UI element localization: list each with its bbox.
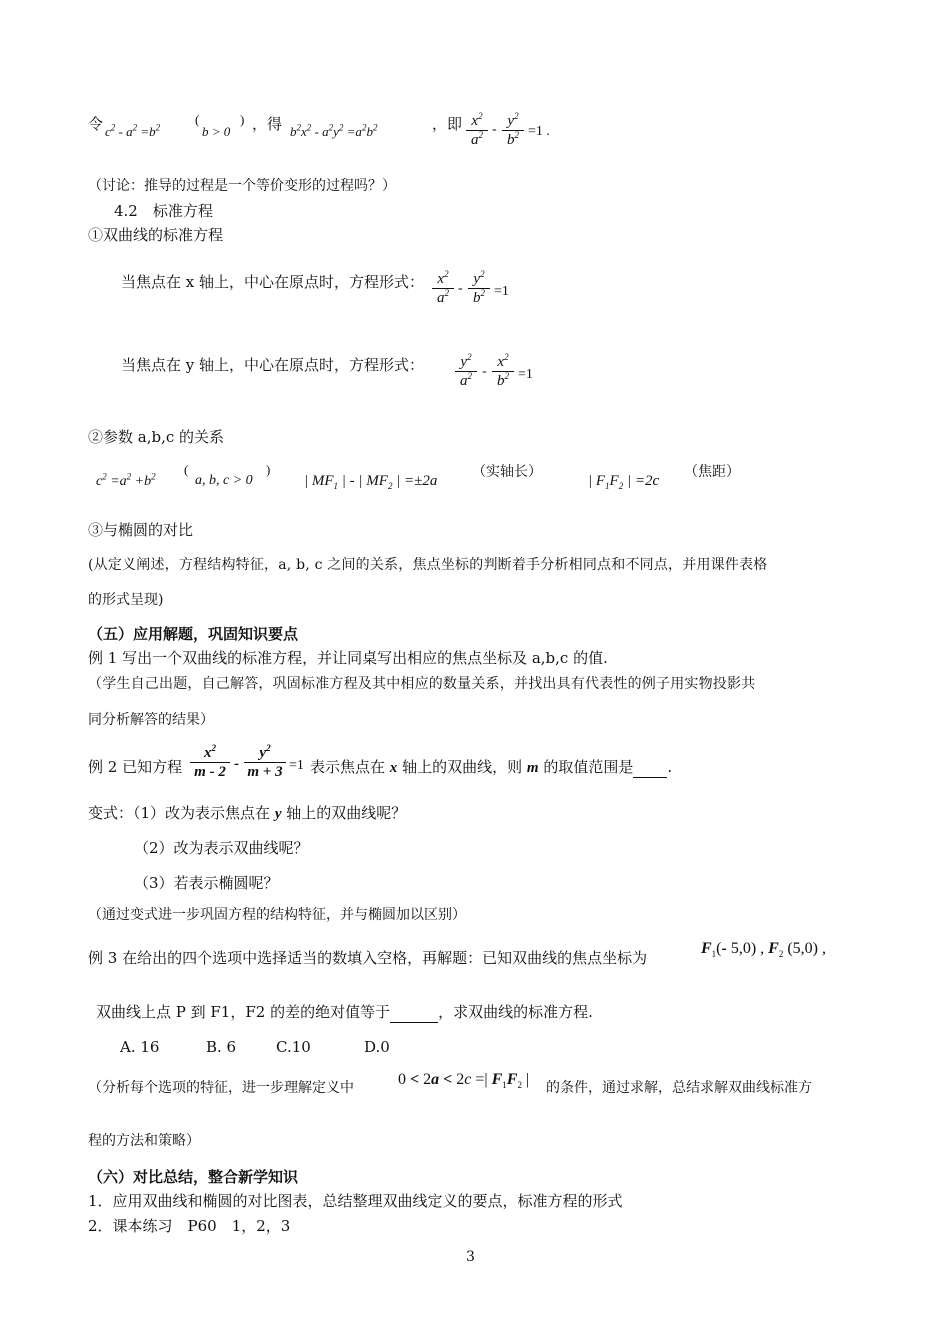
y-axis-case-text: 当焦点在 y 轴上，中心在原点时，方程形式： xyxy=(121,356,425,374)
minus-sign: - xyxy=(234,756,239,772)
equals-one: =1 xyxy=(518,367,533,382)
discussion-note: （讨论：推导的过程是一个等价变形的过程吗？） xyxy=(88,178,396,194)
example-1: 例 1 写出一个双曲线的标准方程，并让同桌写出相应的焦点坐标及 a,b,c 的值. xyxy=(88,649,608,667)
option-b: B. 6 xyxy=(206,1038,237,1056)
option-d: D.0 xyxy=(364,1038,390,1056)
frac-y2-b2: $y^2$ $b^2$ xyxy=(502,112,524,149)
section-6-heading: （六）对比总结，整合新学知识 xyxy=(88,1168,299,1186)
section-5-heading: （五）应用解题，巩固知识要点 xyxy=(88,625,299,643)
paren-open: ( xyxy=(184,462,189,477)
paren-close: ) xyxy=(266,462,271,477)
text-ling: 令 xyxy=(88,115,104,133)
section-4-2-heading: 4.2 标准方程 xyxy=(114,202,213,220)
example-2-prefix: 例 2 已知方程 xyxy=(88,758,183,776)
formula-c2-a2-b2: $c^2 - a^2 =b^2$ xyxy=(105,122,161,139)
example-1-note-line2: 同分析解答的结果） xyxy=(88,712,214,728)
frac-x2-m-minus-2: $x^2$ m - 2 xyxy=(190,744,230,781)
example-3: 例 3 在给出的四个选项中选择适当的数填入空格，再解题：已知双曲线的焦点坐标为 xyxy=(88,949,648,967)
minus-sign: - xyxy=(492,122,497,137)
variation-2: （2）改为表示双曲线呢？ xyxy=(134,839,309,857)
formula-c2-eq-a2-plus-b2: $c^2 =a^2 +b^2$ xyxy=(96,471,156,489)
param-relation-title: ②参数 a,b,c 的关系 xyxy=(88,428,225,446)
frac-x2-a2: $x^2$ $a^2$ xyxy=(466,112,488,149)
paren-open: ( xyxy=(195,112,200,127)
formula-0-2a-2c: 0 < 2a < 2c =| $F_1F_2$ | xyxy=(398,1071,530,1091)
summary-item-2: 2．课本练习 P60 1，2，3 xyxy=(88,1217,291,1235)
formula-mf1-mf2: | $MF_1$ | - | $MF_2$ | =±2a xyxy=(304,473,438,491)
analysis-line2: 程的方法和策略） xyxy=(88,1133,200,1149)
paren-close: ) xyxy=(240,112,245,127)
analysis-suffix: 的条件，通过求解，总结求解双曲线标准方 xyxy=(546,1080,812,1096)
focal-distance-label: （焦距） xyxy=(684,464,740,480)
page-number: 3 xyxy=(466,1249,475,1265)
comparison-note-line1: (从定义阐述，方程结构特征，a, b, c 之间的关系，焦点坐标的判断着手分析相同点和不同点，并用课件表格 xyxy=(88,557,768,573)
frac-y2-b2-std: $y^2$ $b^2$ xyxy=(468,270,490,307)
comparison-note-line2: 的形式呈现) xyxy=(88,592,164,608)
option-c: C.10 xyxy=(276,1038,311,1056)
example-3-line2: 双曲线上点 P 到 F1，F2 的差的绝对值等于 ，求双曲线的标准方程. xyxy=(96,1003,593,1021)
frac-y2-a2-std: $y^2$ $a^2$ xyxy=(455,353,477,390)
frac-y2-m-plus-3: $y^2$ m + 3 xyxy=(244,744,286,781)
variation-3: （3）若表示椭圆呢？ xyxy=(134,874,279,892)
condition-abc-positive: a, b, c > 0 xyxy=(195,473,253,488)
formula-f1f2: | $F_1F_2$ | =2c xyxy=(588,473,660,491)
condition-b-positive: b > 0 xyxy=(202,124,231,139)
equals-one: =1 xyxy=(494,284,509,299)
equals-one: =1 . xyxy=(528,124,550,139)
summary-item-1: 1．应用双曲线和椭圆的对比图表，总结整理双曲线定义的要点，标准方程的形式 xyxy=(88,1192,623,1210)
text-de: ，得 xyxy=(252,115,283,133)
ellipse-comparison-title: ③与椭圆的对比 xyxy=(88,521,194,539)
text-ji: ，即 xyxy=(432,115,463,133)
formula-b2x2: $b^2x^2 - a^2y^2 =a^2b^2$ xyxy=(290,122,378,139)
x-axis-case-text: 当焦点在 x 轴上，中心在原点时，方程形式： xyxy=(121,273,424,291)
frac-x2-a2-std: $x^2$ $a^2$ xyxy=(432,270,454,307)
minus-sign: - xyxy=(458,281,463,296)
frac-x2-b2-std: $x^2$ $b^2$ xyxy=(492,353,514,390)
example-2-suffix: 表示焦点在 x 轴上的双曲线，则 m 的取值范围是 . xyxy=(310,758,673,776)
example-1-note-line1: （学生自己出题，自己解答，巩固标准方程及其中相应的数量关系，并找出具有代表性的例子用实物投影共 xyxy=(88,676,756,692)
real-axis-label: （实轴长） xyxy=(472,464,542,480)
standard-equation-title: ①双曲线的标准方程 xyxy=(88,226,224,244)
minus-sign: - xyxy=(482,364,487,379)
analysis-prefix: （分析每个选项的特征，进一步理解定义中 xyxy=(88,1080,354,1096)
option-a: A. 16 xyxy=(120,1038,160,1056)
variation-1: 变式：（1）改为表示焦点在 y 轴上的双曲线呢？ xyxy=(88,804,407,822)
variation-note: （通过变式进一步巩固方程的结构特征，并与椭圆加以区别） xyxy=(88,907,466,923)
equals-one: =1 xyxy=(289,758,304,773)
focus-coordinates: $F_1(-$ 5,0) , $F_2$ (5,0) , xyxy=(701,940,826,960)
